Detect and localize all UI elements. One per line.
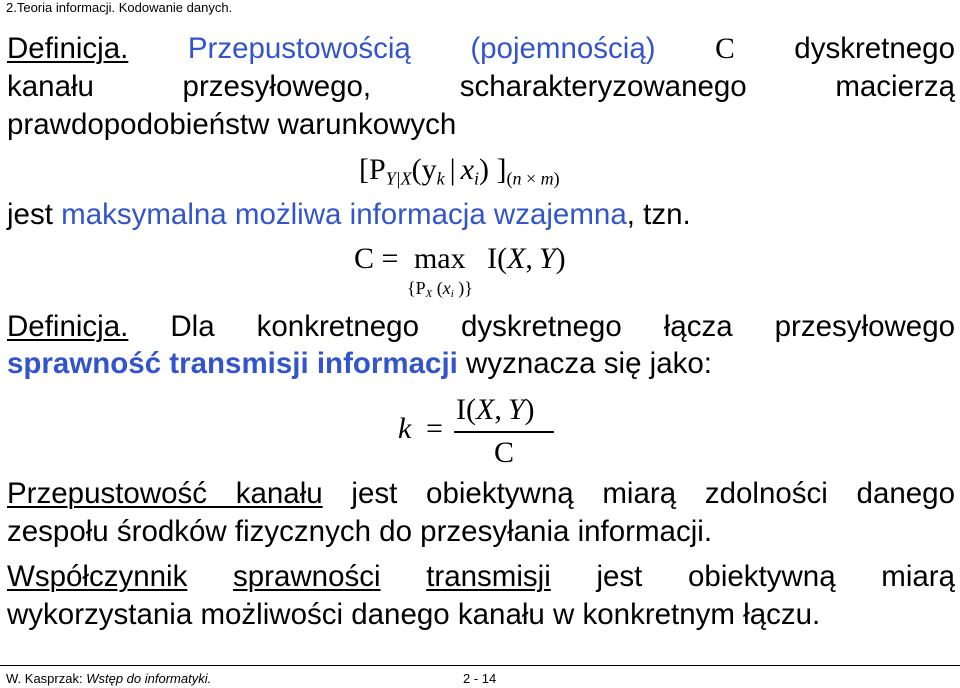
para1-word: miarą: [602, 477, 677, 510]
para2-term: transmisji: [426, 560, 551, 593]
def2-word: łącza: [663, 310, 733, 343]
def2-lead: Definicja.: [7, 310, 129, 343]
matrix-x: x: [460, 153, 474, 186]
formula2-eq: =: [426, 412, 443, 445]
para2-word: jest: [596, 560, 643, 593]
para2-line2: wykorzystania możliwości danego kanału w konkretnym łączu.: [7, 598, 821, 631]
footer-rule: [0, 665, 960, 666]
para2-word: obiektywną: [688, 560, 836, 593]
formula1-comma: ,: [525, 242, 533, 275]
matrix-sub: Y|X: [385, 168, 412, 189]
formula-capacity: [354, 241, 566, 277]
def1-title: Przepustowością (pojemnością): [187, 32, 656, 65]
formula1-close: ): [555, 242, 566, 275]
para1-term: Przepustowość kanału: [7, 477, 323, 510]
def1-word: przesyłowego,: [182, 70, 372, 103]
para2-word: miarą: [881, 560, 956, 593]
def1-symbol: C: [715, 33, 735, 65]
formula2-numerator: I(X, Y): [456, 393, 535, 426]
para2-term: sprawności: [232, 560, 381, 593]
formula1-X: X: [507, 242, 526, 275]
formula2-fraction-bar: [454, 431, 554, 433]
def1-line4-post: , tzn.: [626, 198, 691, 231]
def1-line4-pre: jest: [7, 198, 53, 231]
para1-line1: [7, 476, 955, 512]
formula2-k: k: [398, 412, 412, 445]
para1-line2: zespołu środków fizycznych do przesyłania informacji.: [7, 515, 713, 548]
matrix-close: ) ]: [479, 153, 507, 186]
formula1-max: max: [413, 242, 466, 275]
para2-line1: [7, 559, 955, 595]
def1-line2: [7, 69, 955, 105]
def2-word: konkretnego: [256, 310, 419, 343]
def2-word: przesyłowego: [774, 310, 956, 343]
matrix-xsub: i: [474, 168, 480, 189]
def2-line2-post: wyznacza się jako:: [466, 347, 712, 380]
def1-line4: [7, 197, 691, 233]
def1-tail: dyskretnego: [794, 32, 955, 65]
matrix-bar: |: [449, 153, 456, 186]
def2-word: Dla: [170, 310, 215, 343]
def1-line1: [7, 31, 955, 67]
formula1-under: {$P_X$ ($x_i$ )}: [407, 278, 473, 301]
para1-word: zdolności: [704, 477, 828, 510]
matrix-arg: (y: [411, 153, 437, 186]
matrix-dim: (n × m): [506, 168, 560, 189]
def2-line1: [7, 309, 955, 345]
def2-line2: [7, 346, 712, 382]
def2-efficiency-term: sprawność transmisji informacji: [7, 347, 458, 380]
header-title: 2.Teoria informacji. Kodowanie danych.: [6, 0, 233, 15]
para1-word: obiektywną: [426, 477, 574, 510]
footer-author: W. Kasprzak: Wstęp do informatyki.: [6, 671, 212, 686]
def1-line4-blue: maksymalna możliwa informacja wzajemna: [61, 198, 627, 231]
matrix-open: [P: [359, 153, 386, 186]
formula1-Y: Y: [538, 242, 556, 275]
def1-word: kanału: [7, 70, 94, 103]
footer-page-number: 2 - 14: [463, 671, 497, 686]
transition-matrix: [359, 150, 560, 198]
para1-word: danego: [856, 477, 955, 510]
formula2-denominator: C: [494, 436, 515, 469]
matrix-argsub: k: [436, 168, 445, 189]
def1-lead: Definicja.: [7, 32, 129, 65]
def2-word: dyskretnego: [461, 310, 622, 343]
def1-line3: prawdopodobieństw warunkowych: [7, 108, 457, 141]
para2-term: Współczynnik: [7, 560, 188, 593]
formula1-I: I(: [487, 242, 508, 275]
def1-word: scharakteryzowanego: [459, 70, 747, 103]
def1-word: macierzą: [835, 70, 955, 103]
para1-word: jest: [351, 477, 398, 510]
formula1-lhs: C =: [354, 242, 399, 275]
